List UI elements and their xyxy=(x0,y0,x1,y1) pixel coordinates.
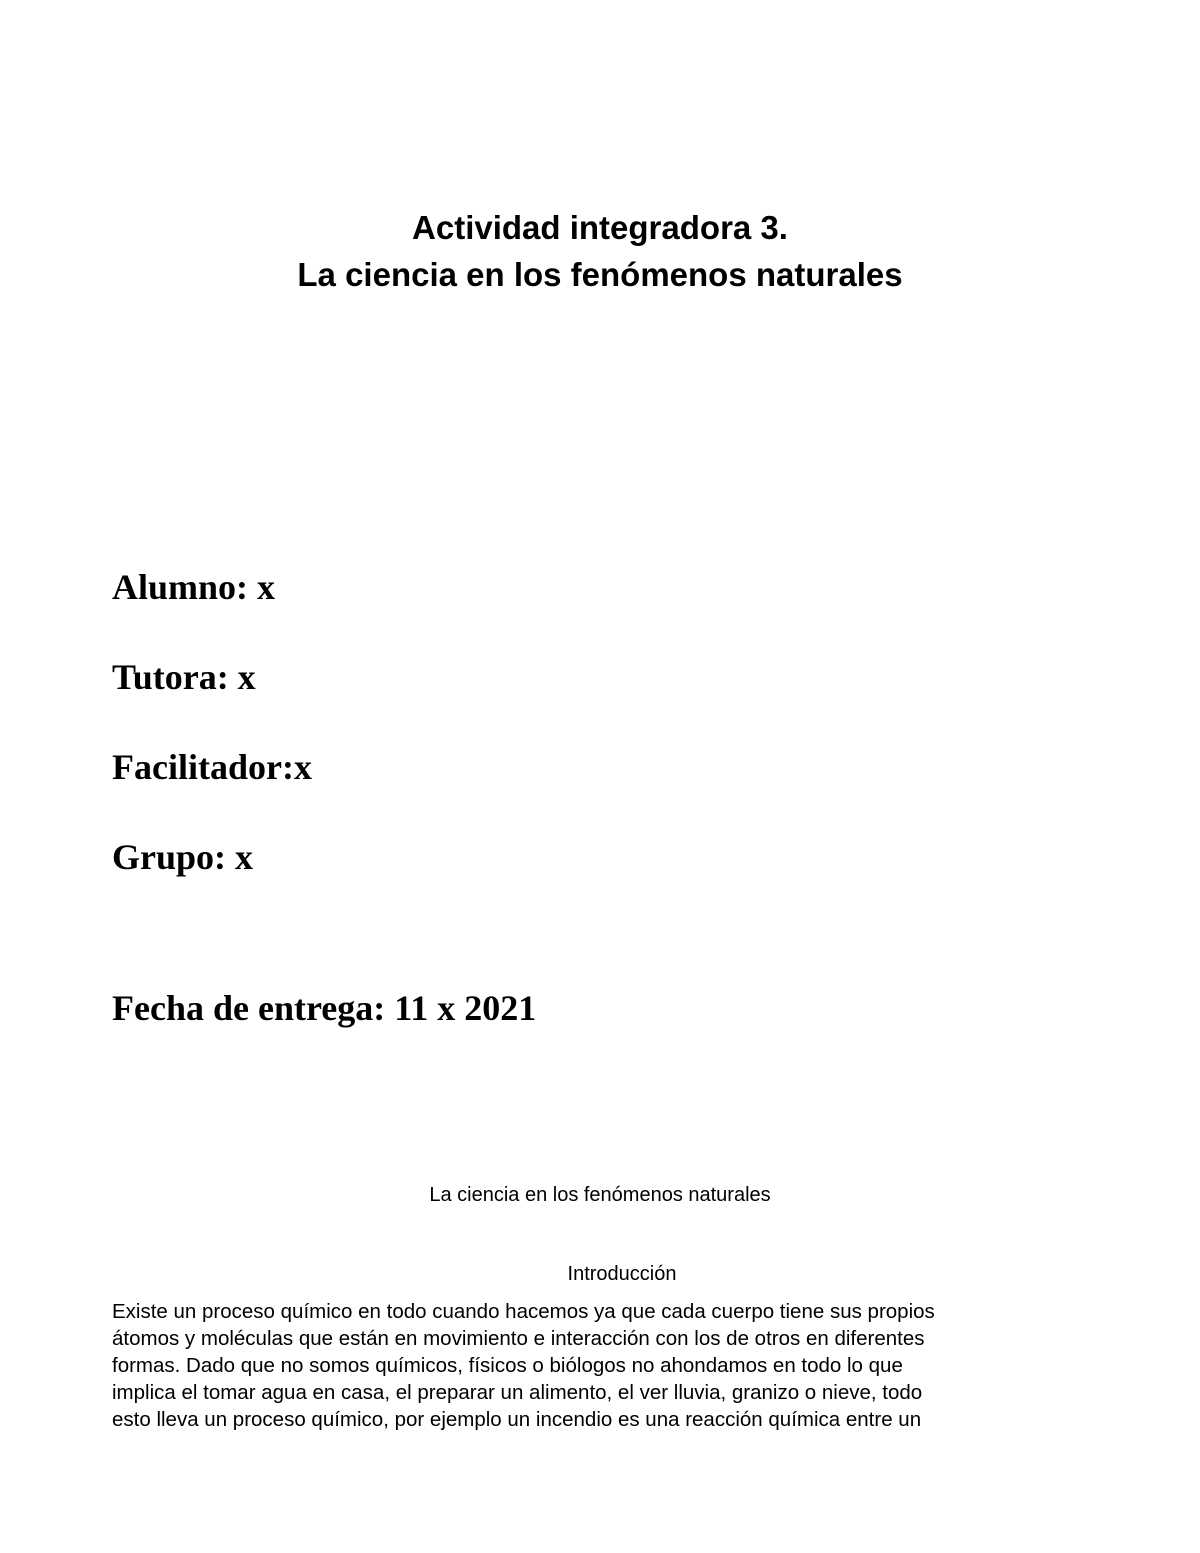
title-line-1: Actividad integradora 3. xyxy=(412,209,788,246)
section-title: La ciencia en los fenómenos naturales xyxy=(429,1184,771,1206)
introduction-heading: Introducción xyxy=(567,1263,677,1285)
paragraph-line: átomos y moléculas que están en movimiento e interacción con los de otros en diferentes xyxy=(112,1327,925,1350)
student-field: Alumno: x xyxy=(112,567,276,607)
title-line-2: La ciencia en los fenómenos naturales xyxy=(297,256,903,293)
delivery-date-field: Fecha de entrega: 11 x 2021 xyxy=(112,988,537,1028)
group-field: Grupo: x xyxy=(112,837,254,877)
document-title xyxy=(0,204,1200,298)
facilitator-field: Facilitador:x xyxy=(112,747,312,787)
tutor-field: Tutora: x xyxy=(112,657,256,697)
paragraph-line: implica el tomar agua en casa, el preparar un alimento, el ver lluvia, granizo o nieve, todo xyxy=(112,1381,923,1404)
paragraph-line: Existe un proceso químico en todo cuando hacemos ya que cada cuerpo tiene sus propios xyxy=(112,1300,935,1323)
paragraph-line: formas. Dado que no somos químicos, físicos o biólogos no ahondamos en todo lo que xyxy=(112,1354,903,1377)
introduction-paragraph xyxy=(112,1298,1072,1433)
paragraph-line: esto lleva un proceso químico, por ejemplo un incendio es una reacción química entre un xyxy=(112,1408,922,1431)
